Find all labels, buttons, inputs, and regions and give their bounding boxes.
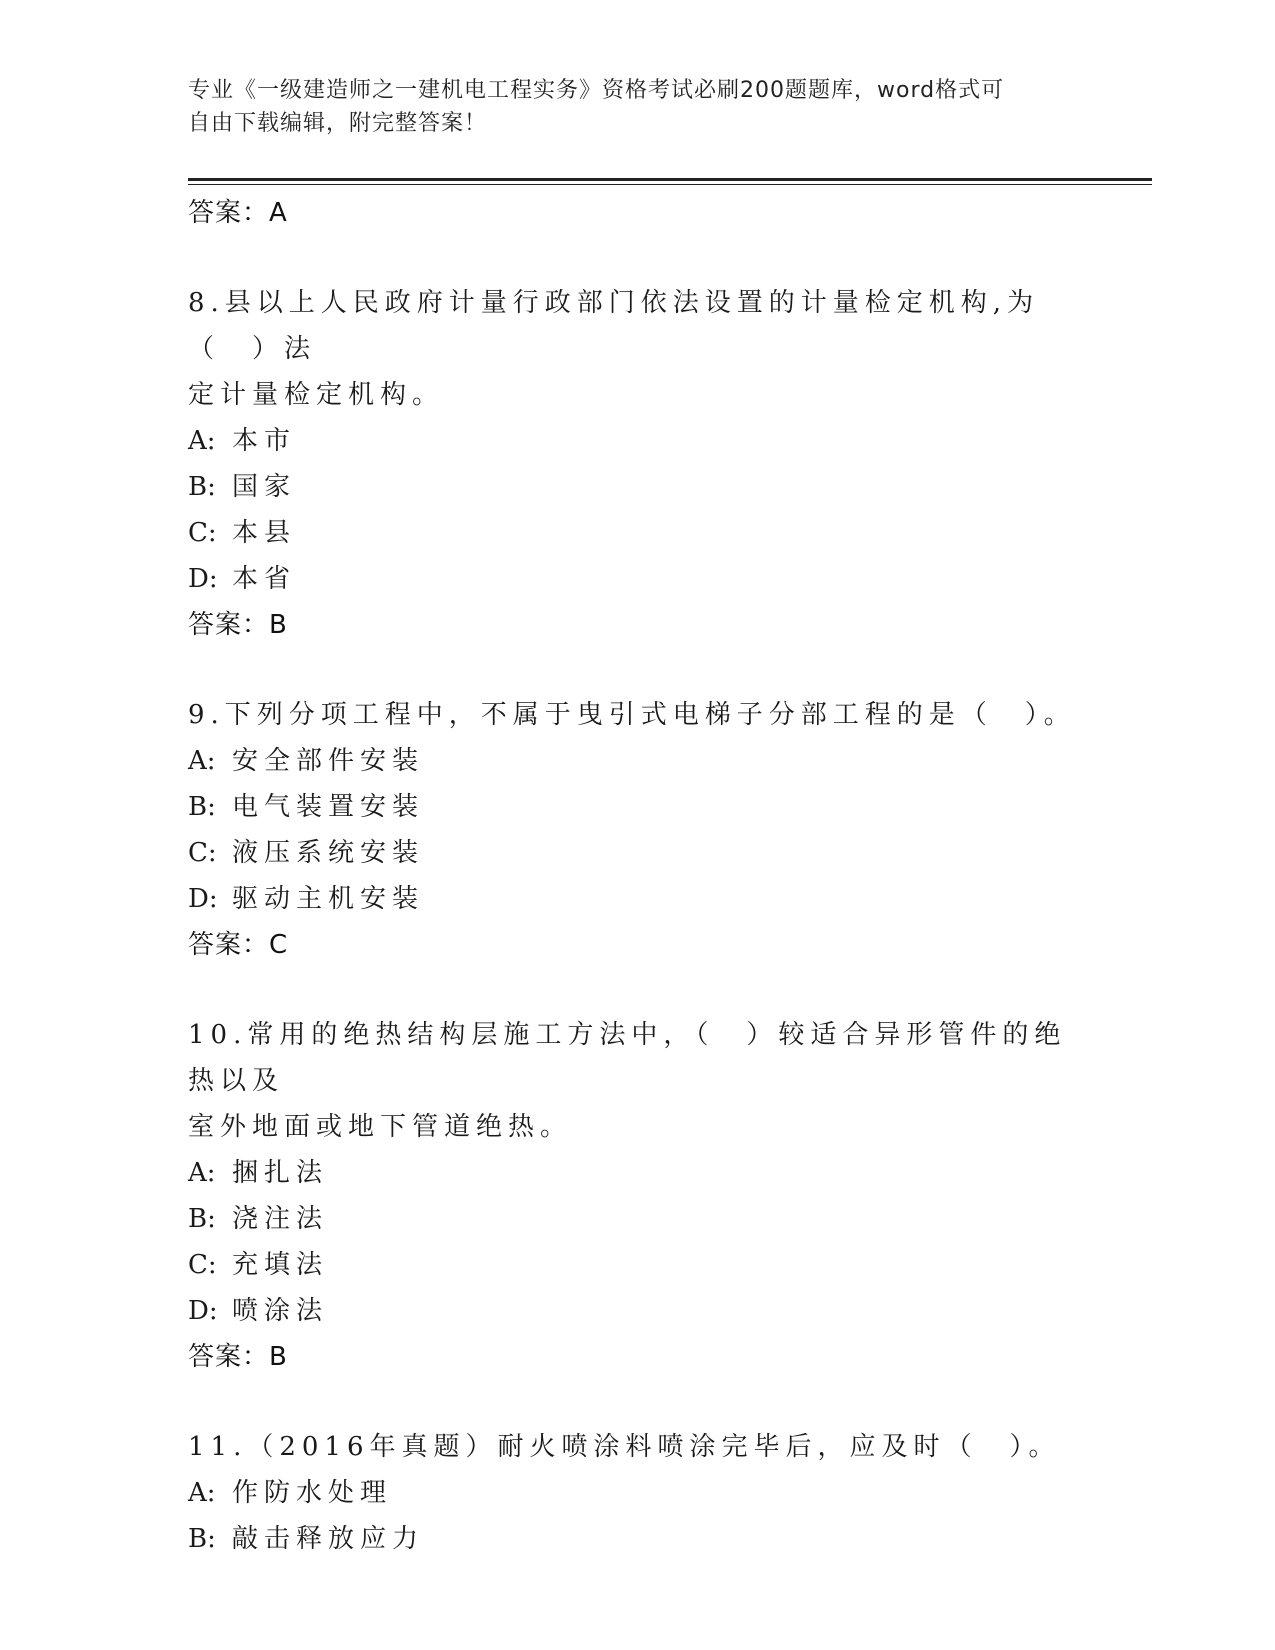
option-key: D:	[188, 1296, 218, 1326]
question-stem-continued: 定计量检定机构。	[188, 380, 445, 410]
option-key: D:	[188, 884, 218, 914]
option-a	[188, 1470, 1088, 1516]
option-key: A:	[188, 1478, 216, 1508]
header-rule-thick	[188, 178, 1152, 181]
header-rule-thin	[188, 184, 1152, 185]
option-d	[188, 876, 1088, 922]
option-c	[188, 510, 1088, 556]
question-item	[188, 1424, 1088, 1562]
option-text: 充填法	[232, 1250, 329, 1280]
option-key: A:	[188, 1158, 216, 1188]
answer-line: 答案：C	[188, 930, 289, 960]
answer-line: 答案：B	[188, 610, 288, 640]
option-key: D:	[188, 564, 218, 594]
question-stem: 10.常用的绝热结构层施工方法中，（ ）较适合异形管件的绝热以及	[188, 1020, 1067, 1096]
header-line-2: 自由下载编辑，附完整答案！	[188, 111, 488, 136]
option-text: 本县	[232, 518, 297, 548]
header-line-1: 专业《一级建造师之一建机电工程实务》资格考试必刷200题题库，word格式可	[188, 78, 1005, 103]
option-text: 液压系统安装	[232, 838, 425, 868]
option-text: 本市	[232, 426, 297, 456]
question-item	[188, 1012, 1088, 1380]
option-d	[188, 556, 1088, 602]
option-text: 电气装置安装	[232, 792, 425, 822]
question-item	[188, 280, 1088, 648]
option-a	[188, 1150, 1088, 1196]
option-key: C:	[188, 518, 217, 548]
option-key: C:	[188, 838, 217, 868]
answer-line: 答案：A	[188, 198, 288, 228]
option-b	[188, 464, 1088, 510]
option-text: 安全部件安装	[232, 746, 425, 776]
option-key: B:	[188, 472, 216, 502]
option-text: 喷涂法	[232, 1296, 329, 1326]
option-text: 驱动主机安装	[232, 884, 425, 914]
option-key: B:	[188, 792, 216, 822]
option-b	[188, 784, 1088, 830]
question-item	[188, 692, 1088, 968]
option-text: 国家	[232, 472, 297, 502]
question-stem: 11.（2016年真题）耐火喷涂料喷涂完毕后，应及时（ ）。	[188, 1432, 1061, 1462]
option-text: 敲击释放应力	[232, 1524, 425, 1554]
option-text: 作防水处理	[232, 1478, 393, 1508]
option-key: B:	[188, 1524, 216, 1554]
question-stem-continued: 室外地面或地下管道绝热。	[188, 1112, 573, 1142]
option-a	[188, 738, 1088, 784]
option-text: 本省	[232, 564, 297, 594]
option-b	[188, 1516, 1088, 1562]
option-a	[188, 418, 1088, 464]
option-key: C:	[188, 1250, 217, 1280]
option-key: A:	[188, 746, 216, 776]
option-text: 浇注法	[232, 1204, 329, 1234]
question-list	[188, 190, 1088, 1562]
option-text: 捆扎法	[232, 1158, 329, 1188]
option-key: B:	[188, 1204, 216, 1234]
answer-line: 答案：B	[188, 1342, 288, 1372]
option-key: A:	[188, 426, 216, 456]
question-stem: 8.县以上人民政府计量行政部门依法设置的计量检定机构,为（ ）法	[188, 288, 1040, 364]
option-c	[188, 830, 1088, 876]
option-b	[188, 1196, 1088, 1242]
question-stem: 9.下列分项工程中，不属于曳引式电梯子分部工程的是（ ）。	[188, 700, 1076, 730]
document-header	[188, 74, 1068, 140]
option-d	[188, 1288, 1088, 1334]
option-c	[188, 1242, 1088, 1288]
